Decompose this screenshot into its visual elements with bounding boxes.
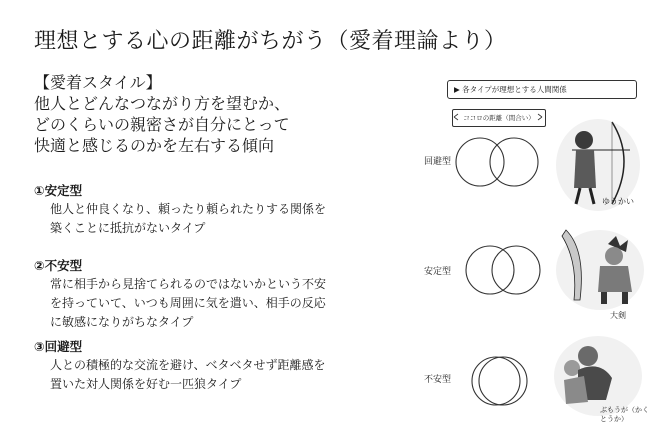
style-desc-line: 置いた対人関係を好む一匹狼タイプ [50, 377, 242, 391]
diagram-row-label: 回避型 [424, 157, 452, 167]
style-desc-line: 人との積極的な交流を避け、ベタベタせず距離感を [50, 358, 326, 372]
circles-avoidant [456, 138, 538, 186]
circles-secure [466, 246, 540, 294]
style-desc-line: を持っていて、いつも周囲に気を遣い、相手の反応 [50, 296, 326, 310]
lead-line: 他人とどんなつながり方を望むか、 [34, 94, 291, 113]
diagram-row-label: 不安型 [424, 375, 452, 385]
style-label: ①安定型 [34, 183, 83, 198]
greatsword-illustration [556, 230, 644, 310]
lead-line: 快適と感じるのかを左右する傾向 [34, 136, 275, 155]
style-desc-line: 他人と仲良くなり、頼ったり頼られたりする関係を [50, 202, 327, 216]
page-title: 理想とする心の距離がちがう（愛着理論より） [34, 29, 507, 54]
lead-line: どのくらいの親密さが自分にとって [34, 115, 290, 134]
style-desc-line: 常に相手から見捨てられるのではないかという不安 [50, 277, 327, 291]
diagram-header: ▶ 各タイプが理想とする人間関係 [454, 85, 567, 94]
diagram-row-label: 安定型 [424, 267, 452, 277]
style-desc-line: 築くことに抵抗がないタイプ [50, 221, 206, 235]
circles-anxious [472, 357, 527, 405]
illustration-caption: ゆうかい [602, 197, 634, 206]
grappler-illustration [554, 336, 642, 416]
distance-arrows [454, 114, 542, 120]
style-label: ②不安型 [34, 258, 83, 273]
illustration-caption: 大剣 [610, 311, 626, 320]
illustration-caption: ぶもうが（かくとうか） [600, 406, 649, 423]
style-desc-line: に敏感になりがちなタイプ [50, 315, 194, 329]
lead-heading: 【愛着スタイル】 [34, 73, 162, 92]
distance-label: ココロの距離（間合い） [463, 114, 535, 122]
style-label: ③回避型 [34, 339, 83, 354]
